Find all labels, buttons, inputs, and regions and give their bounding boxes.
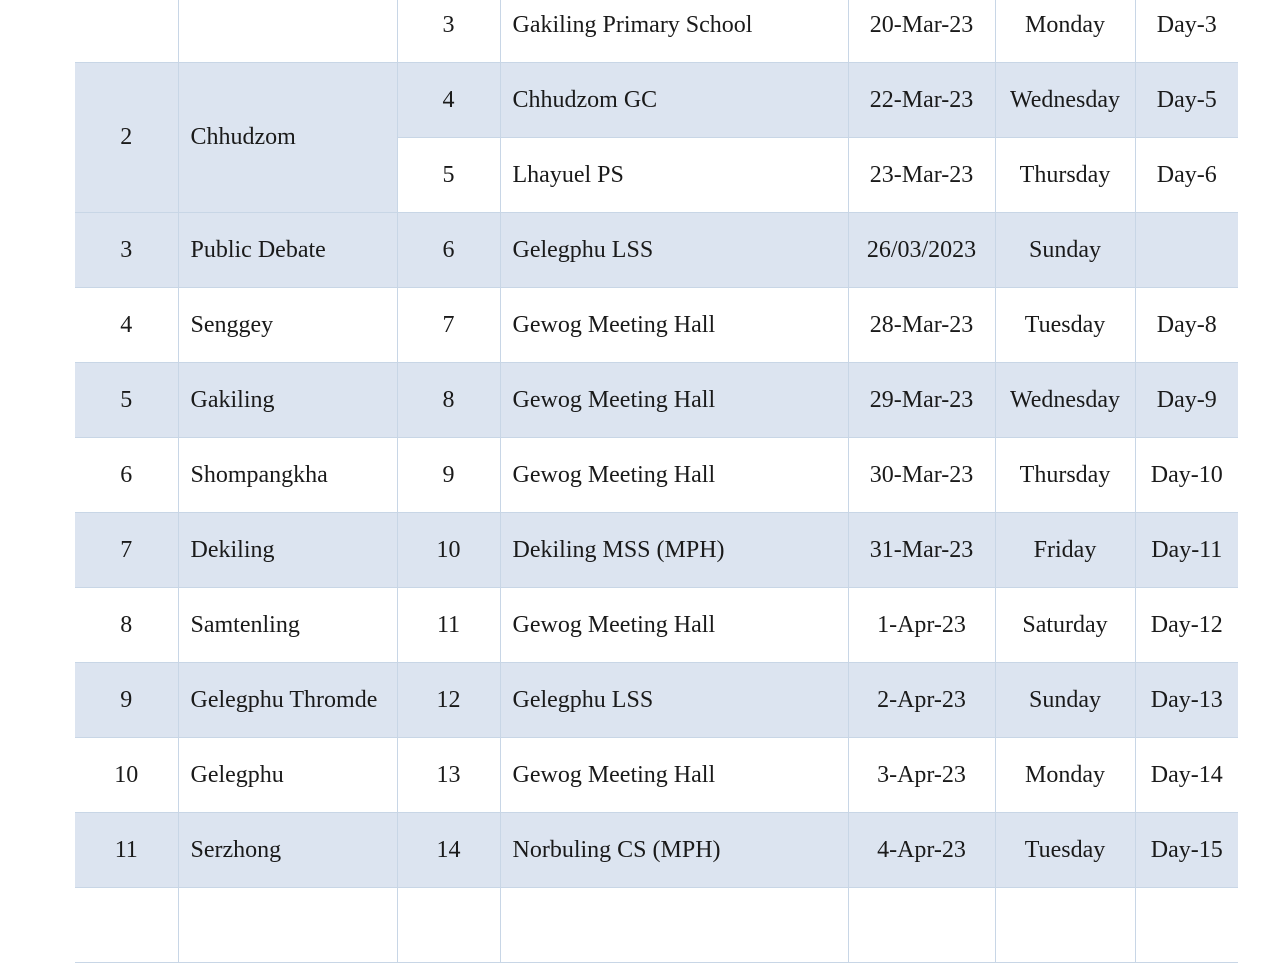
date-cell: 30-Mar-23 [848,438,995,513]
weekday-cell: Wednesday [995,63,1135,138]
venue-cell: Dekiling MSS (MPH) [500,513,848,588]
venue-cell: Gelegphu LSS [500,663,848,738]
weekday-cell: Sunday [995,663,1135,738]
session-no-cell: 3 [397,0,500,63]
serial-cell: 3 [75,213,178,288]
session-no-cell: 5 [397,138,500,213]
session-no-cell [397,888,500,963]
day-number-cell: Day-8 [1135,288,1238,363]
serial-cell: 2 [75,63,178,213]
date-cell: 20-Mar-23 [848,0,995,63]
serial-cell: 7 [75,513,178,588]
weekday-cell: Saturday [995,588,1135,663]
date-cell: 23-Mar-23 [848,138,995,213]
weekday-cell: Friday [995,513,1135,588]
session-no-cell: 9 [397,438,500,513]
session-no-cell: 13 [397,738,500,813]
weekday-cell: Monday [995,738,1135,813]
date-cell: 26/03/2023 [848,213,995,288]
date-cell: 28-Mar-23 [848,288,995,363]
gewog-cell: Gakiling [178,363,397,438]
day-number-cell: Day-5 [1135,63,1238,138]
day-number-cell: Day-12 [1135,588,1238,663]
serial-cell: 10 [75,738,178,813]
weekday-cell: Wednesday [995,363,1135,438]
table-row [75,213,1238,288]
schedule-table [75,0,1238,963]
table-row [75,438,1238,513]
serial-cell: 11 [75,813,178,888]
day-number-cell: Day-15 [1135,813,1238,888]
gewog-cell: Gelegphu [178,738,397,813]
weekday-cell: Tuesday [995,288,1135,363]
serial-cell: 9 [75,663,178,738]
venue-cell [500,888,848,963]
day-number-cell: Day-11 [1135,513,1238,588]
session-no-cell: 11 [397,588,500,663]
table-row [75,63,1238,138]
day-number-cell: Day-9 [1135,363,1238,438]
weekday-cell [995,888,1135,963]
serial-cell: 6 [75,438,178,513]
date-cell: 31-Mar-23 [848,513,995,588]
session-no-cell: 12 [397,663,500,738]
table-row [75,288,1238,363]
table-row [75,663,1238,738]
day-number-cell [1135,888,1238,963]
venue-cell: Chhudzom GC [500,63,848,138]
day-number-cell: Day-6 [1135,138,1238,213]
gewog-cell: Serzhong [178,813,397,888]
gewog-cell [178,888,397,963]
table-row [75,588,1238,663]
table-row [75,513,1238,588]
day-number-cell [1135,213,1238,288]
gewog-cell: Dekiling [178,513,397,588]
day-number-cell: Day-14 [1135,738,1238,813]
gewog-cell: Gelegphu Thromde [178,663,397,738]
date-cell: 22-Mar-23 [848,63,995,138]
venue-cell: Lhayuel PS [500,138,848,213]
weekday-cell: Monday [995,0,1135,63]
date-cell: 2-Apr-23 [848,663,995,738]
gewog-cell: Shompangkha [178,438,397,513]
session-no-cell: 8 [397,363,500,438]
venue-cell: Gewog Meeting Hall [500,363,848,438]
weekday-cell: Tuesday [995,813,1135,888]
day-number-cell: Day-3 [1135,0,1238,63]
serial-cell: 4 [75,288,178,363]
date-cell: 1-Apr-23 [848,588,995,663]
venue-cell: Gelegphu LSS [500,213,848,288]
gewog-cell: Samtenling [178,588,397,663]
venue-cell: Gakiling Primary School [500,0,848,63]
session-no-cell: 14 [397,813,500,888]
venue-cell: Gewog Meeting Hall [500,738,848,813]
date-cell: 4-Apr-23 [848,813,995,888]
gewog-cell: Chhudzom [178,63,397,213]
venue-cell: Gewog Meeting Hall [500,588,848,663]
table-row [75,813,1238,888]
date-cell: 3-Apr-23 [848,738,995,813]
gewog-cell: Senggey [178,288,397,363]
date-cell [848,888,995,963]
session-no-cell: 6 [397,213,500,288]
table-row [75,363,1238,438]
gewog-cell: Public Debate [178,213,397,288]
session-no-cell: 4 [397,63,500,138]
weekday-cell: Sunday [995,213,1135,288]
serial-cell [75,888,178,963]
gewog-cell [178,0,397,63]
table-row [75,738,1238,813]
venue-cell: Norbuling CS (MPH) [500,813,848,888]
table-row [75,0,1238,63]
session-no-cell: 7 [397,288,500,363]
weekday-cell: Thursday [995,138,1135,213]
serial-cell: 8 [75,588,178,663]
session-no-cell: 10 [397,513,500,588]
venue-cell: Gewog Meeting Hall [500,288,848,363]
date-cell: 29-Mar-23 [848,363,995,438]
day-number-cell: Day-13 [1135,663,1238,738]
table-row [75,888,1238,963]
weekday-cell: Thursday [995,438,1135,513]
serial-cell [75,0,178,63]
venue-cell: Gewog Meeting Hall [500,438,848,513]
serial-cell: 5 [75,363,178,438]
day-number-cell: Day-10 [1135,438,1238,513]
